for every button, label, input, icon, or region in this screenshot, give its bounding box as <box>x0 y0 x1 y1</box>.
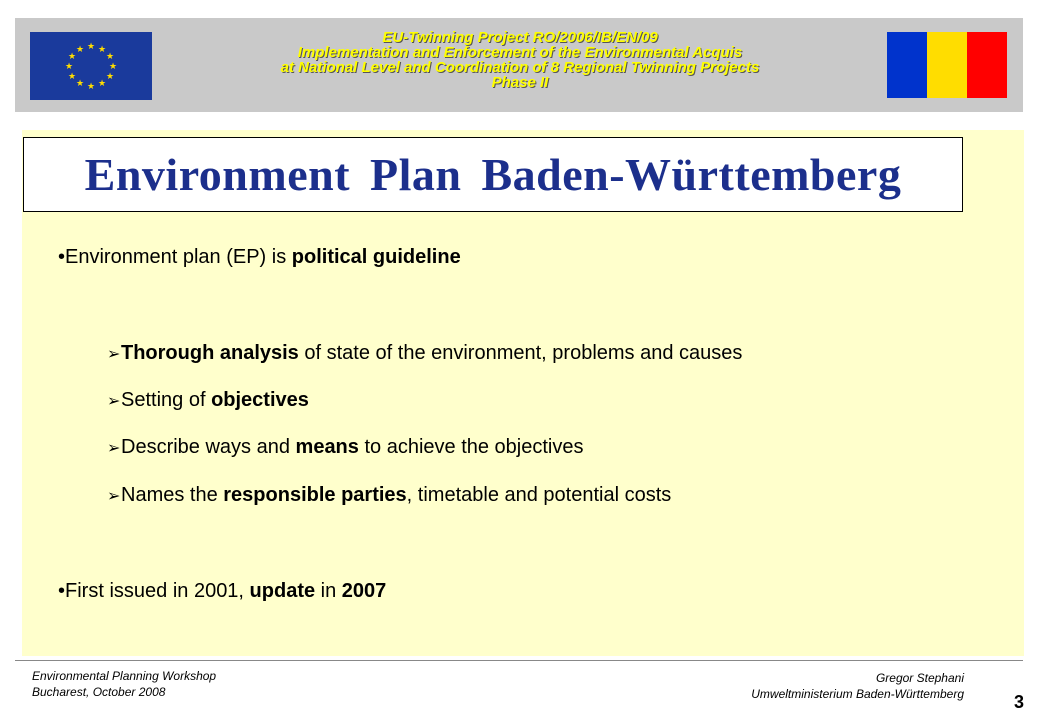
title-box <box>23 137 963 212</box>
bullet-text: , timetable and potential costs <box>406 484 672 506</box>
svg-text:★: ★ <box>97 45 107 55</box>
bullet-text: of state of the environment, problems and causes <box>298 342 743 364</box>
arrow-bullet-icon: ➢ <box>107 440 121 457</box>
bullet-text: Environment plan (EP) is <box>65 246 292 268</box>
bullet-text: in <box>315 580 342 602</box>
svg-text:★: ★ <box>75 79 85 89</box>
svg-text:★: ★ <box>75 45 85 55</box>
workshop-location-date: Bucharest, October 2008 <box>32 685 166 699</box>
sub-bullet-analysis <box>107 342 742 365</box>
sub-bullet-responsible-parties <box>107 484 671 507</box>
bullet-text: First issued in 2001, <box>65 580 250 602</box>
page-number: 3 <box>1013 692 1024 712</box>
svg-text:★: ★ <box>86 82 96 92</box>
workshop-name: Environmental Planning Workshop <box>32 669 217 683</box>
bullet-bold-text: 2007 <box>341 580 387 602</box>
bullet-bold-text: Thorough analysis <box>121 342 299 364</box>
bullet-first-issued: •First issued in 2001, update in 2007 <box>58 580 387 602</box>
svg-text:★: ★ <box>105 52 115 62</box>
sub-bullet-objectives <box>107 389 309 412</box>
svg-text:★: ★ <box>67 72 77 82</box>
bullet-bold-text: objectives <box>211 389 309 411</box>
svg-text:★: ★ <box>105 72 115 82</box>
header-line-2: Implementation and Enforcement of the Environmental Acquis <box>297 44 743 61</box>
footer-right <box>751 670 964 702</box>
author-name: Gregor Stephani <box>875 671 964 685</box>
bullet-text: Describe ways and <box>121 436 296 458</box>
bullet-bold-text: political guideline <box>291 246 461 268</box>
svg-text:★: ★ <box>97 79 107 89</box>
header-line-1: EU-Twinning Project RO/2006/IB/EN/09 <box>382 29 658 46</box>
project-header <box>160 30 880 90</box>
ro-flag-red-stripe <box>967 32 1007 98</box>
footer-left <box>32 668 216 700</box>
arrow-bullet-icon: ➢ <box>107 346 121 363</box>
footer-divider <box>15 660 1023 661</box>
header-line-3: at National Level and Coordination of 8 Regional Twinning Projects <box>280 59 760 76</box>
svg-text:★: ★ <box>67 52 77 62</box>
svg-text:★: ★ <box>108 62 118 72</box>
bullet-bold-text: responsible parties <box>223 484 407 506</box>
header-line-4: Phase II <box>491 74 549 91</box>
bullet-text: to achieve the objectives <box>358 436 584 458</box>
ro-flag-blue-stripe <box>887 32 927 98</box>
eu-flag-icon <box>30 32 152 100</box>
author-ministry: Umweltministerium Baden-Württemberg <box>751 687 964 701</box>
bullet-text: Names the <box>121 484 224 506</box>
bullet-bold-text: means <box>295 436 359 458</box>
bullet-bold-text: update <box>249 580 316 602</box>
sub-bullet-means <box>107 436 584 459</box>
ro-flag-yellow-stripe <box>927 32 967 98</box>
svg-text:★: ★ <box>64 62 74 72</box>
bullet-political-guideline: •Environment plan (EP) is political guideline <box>58 246 461 268</box>
arrow-bullet-icon: ➢ <box>107 488 121 505</box>
arrow-bullet-icon: ➢ <box>107 393 121 410</box>
romania-flag-icon <box>887 32 1007 98</box>
svg-text:★: ★ <box>86 42 96 52</box>
slide-title: Environment Plan Baden-Württemberg <box>84 149 902 200</box>
bullet-text: Setting of <box>121 389 212 411</box>
